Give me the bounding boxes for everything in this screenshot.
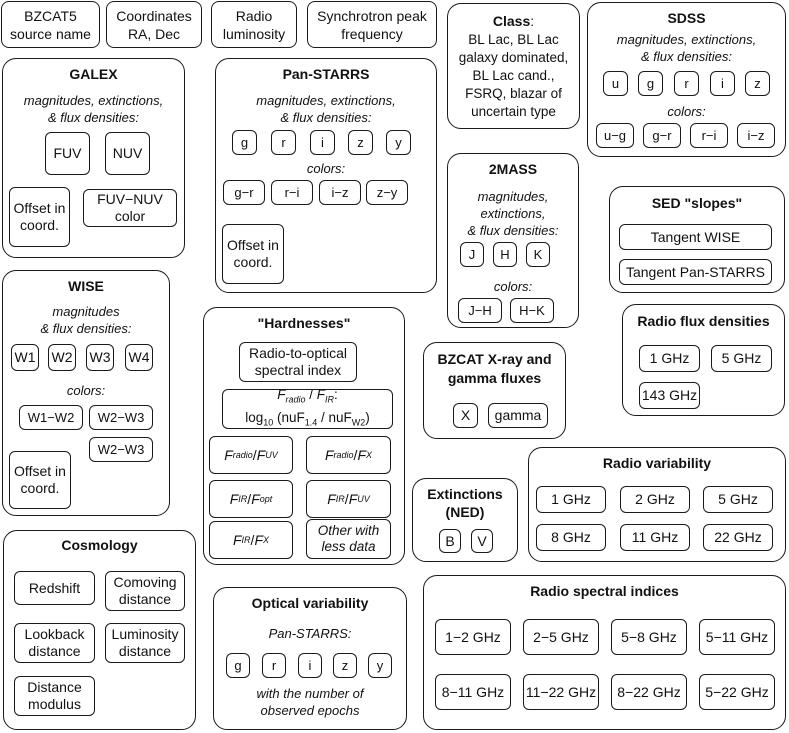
log-mid2: / nuF <box>317 410 352 425</box>
radio-spec-2-5: 2−5 GHz <box>523 619 599 655</box>
radio-luminosity-label: Radio luminosity <box>222 8 286 42</box>
panstarrs-mag-z: z <box>348 130 373 155</box>
cosmology-luminosity: Luminosity distance <box>105 623 185 663</box>
ratio-ir-uv-b-text: UV <box>357 493 370 504</box>
wise-box <box>2 270 170 516</box>
ratio-ir-uv-a-text: IR <box>335 493 345 504</box>
galex-subtitle: magnitudes, extinctions, & flux densities: <box>23 93 164 125</box>
ratio-ir-opt-slash: / <box>247 490 252 507</box>
fradio-fir-sub-radio <box>285 395 305 405</box>
panstarrs-subtitle: magnitudes, extinctions, & flux densities: <box>256 93 396 125</box>
galex-color: FUV−NUV color <box>83 189 177 227</box>
radio-var-22ghz: 22 GHz <box>703 524 773 551</box>
ratio-ir-x-a <box>242 535 251 546</box>
ratio-ir-x-f2: F <box>254 531 263 548</box>
ratio-ir-uv-a <box>336 494 345 505</box>
panstarrs-mag-i: i <box>310 130 335 155</box>
twomass-title: 2MASS <box>488 161 538 177</box>
twomass-mag-h: H <box>493 242 517 267</box>
xray-box <box>423 342 566 439</box>
class-title-line <box>448 12 579 30</box>
fradio-fir-line <box>277 386 338 409</box>
radio-spec-8-22: 8−22 GHz <box>611 674 687 710</box>
fradio-fir-sub-ir <box>325 395 334 405</box>
optvar-mag-i: i <box>298 653 322 678</box>
optvar-subtitle: Pan-STARRS: <box>268 626 352 641</box>
ratio-ir-opt-a-text: IR <box>238 493 248 504</box>
log-sub-w2: W2 <box>351 417 366 428</box>
radio-spec-title: Radio spectral indices <box>530 583 679 599</box>
cosmology-box <box>3 530 196 730</box>
radio-var-11ghz: 11 GHz <box>620 524 690 551</box>
radio-var-title: Radio variability <box>602 455 712 471</box>
panstarrs-mag-r: r <box>271 130 296 155</box>
radio-spec-1-2: 1−2 GHz <box>435 619 511 655</box>
cosmology-comoving: Comoving distance <box>105 571 185 611</box>
sdss-color-iz: i−z <box>737 123 775 148</box>
wise-colors-label: colors: <box>66 383 106 398</box>
twomass-color-hk: H−K <box>510 298 554 323</box>
wise-mag-w3: W3 <box>86 344 114 371</box>
fradio-fir-log-ratio <box>222 389 393 429</box>
ratio-radio-uv-b-text: UV <box>265 449 278 460</box>
optvar-mag-r: r <box>262 653 286 678</box>
cosmology-lookback: Lookback distance <box>14 623 95 663</box>
ratio-radio-uv-f1: F <box>224 446 233 463</box>
source-name-label: BZCAT5 source name <box>10 8 91 42</box>
synchrotron-peak-box <box>307 1 437 48</box>
ratio-ir-uv-b <box>357 494 370 505</box>
log-sub-14: 1.4 <box>304 417 318 428</box>
sdss-color-ri: r−i <box>690 123 728 148</box>
radio-flux-143ghz: 143 GHz <box>639 382 700 409</box>
fradio-fir-f2: F <box>316 387 325 403</box>
panstarrs-color-gr: g−r <box>223 180 265 205</box>
ratio-radio-x-slash: / <box>353 446 358 463</box>
optvar-mag-g: g <box>226 653 250 678</box>
cosmology-distance-modulus: Distance modulus <box>14 676 95 716</box>
radio-var-8ghz: 8 GHz <box>536 524 606 551</box>
fradio-fir-ir: IR <box>325 395 334 405</box>
panstarrs-mag-y: y <box>386 130 411 155</box>
ratio-ir-x-b-text: X <box>263 534 270 545</box>
galex-title: GALEX <box>69 66 118 82</box>
hardness-other: Other with less data <box>306 519 391 559</box>
radio-flux-5ghz: 5 GHz <box>711 345 772 372</box>
xray-x: X <box>453 403 478 428</box>
cosmology-title: Cosmology <box>61 537 138 553</box>
twomass-box <box>447 153 579 328</box>
optvar-mag-z: z <box>333 653 357 678</box>
twomass-mag-j: J <box>460 242 484 267</box>
radio-flux-1ghz: 1 GHz <box>639 345 700 372</box>
sdss-box <box>587 2 786 157</box>
wise-mag-w4: W4 <box>125 344 153 371</box>
panstarrs-offset: Offset in coord. <box>222 224 284 284</box>
radio-var-box <box>528 447 786 562</box>
wise-color-w2w3-b: W2−W3 <box>89 437 153 462</box>
cosmology-redshift: Redshift <box>14 571 95 605</box>
ratio-radio-x-b <box>366 450 372 461</box>
source-name-box <box>1 1 100 48</box>
fradio-fir-f1: F <box>277 387 286 403</box>
ratio-radio-x <box>306 436 391 474</box>
xray-gamma: gamma <box>488 403 548 428</box>
twomass-mag-k: K <box>526 242 550 267</box>
radio-luminosity-box <box>211 1 297 48</box>
ratio-radio-x-f1: F <box>324 446 334 463</box>
ratio-ir-opt-b <box>260 494 273 505</box>
log-ratio-line <box>245 409 370 432</box>
fradio-fir-radio: radio <box>285 395 306 405</box>
galex-mag-nuv: NUV <box>105 132 150 175</box>
ratio-ir-uv-f2: F <box>348 490 358 507</box>
ratio-ir-opt-b-text: opt <box>259 493 273 504</box>
ratio-radio-uv-f2: F <box>256 446 266 463</box>
twomass-colors-label: colors: <box>493 279 533 294</box>
radio-spec-5-22: 5−22 GHz <box>699 674 775 710</box>
class-title-colon: : <box>530 13 535 29</box>
ratio-ir-opt-f1: F <box>229 490 239 507</box>
galex-offset: Offset in coord. <box>9 187 70 247</box>
radio-var-5ghz: 5 GHz <box>703 486 773 513</box>
wise-color-w2w3: W2−W3 <box>89 405 153 430</box>
optvar-box <box>213 587 407 730</box>
ratio-radio-x-a <box>334 450 354 461</box>
fradio-fir-colon: : <box>334 387 338 403</box>
panstarrs-box <box>215 58 437 293</box>
class-list: BL Lac, BL Lac galaxy dominated, BL Lac cand., FSRQ, blazar of uncertain type <box>458 32 569 119</box>
sdss-colors-label: colors: <box>667 104 706 119</box>
wise-offset: Offset in coord. <box>9 451 71 509</box>
sed-tangent-wise: Tangent WISE <box>619 224 772 250</box>
sdss-mag-z: z <box>745 71 770 96</box>
panstarrs-colors-label: colors: <box>306 161 346 176</box>
ratio-ir-uv <box>306 480 391 518</box>
radio-spec-8-11: 8−11 GHz <box>435 674 511 710</box>
radio-var-1ghz: 1 GHz <box>536 486 606 513</box>
hardnesses-box <box>203 307 405 565</box>
ratio-radio-x-f2: F <box>357 446 366 463</box>
class-box <box>447 3 580 129</box>
ratio-radio-x-a-text: radio <box>333 449 354 460</box>
xray-title: BZCAT X-ray and gamma fluxes <box>437 351 552 386</box>
panstarrs-color-zy: z−y <box>366 180 408 205</box>
sdss-mag-r: r <box>674 71 699 96</box>
hardnesses-title: "Hardnesses" <box>257 315 351 331</box>
fradio-fir-slash: / <box>305 387 317 403</box>
ratio-radio-uv-a <box>233 450 253 461</box>
ratio-radio-uv-a-text: radio <box>232 449 253 460</box>
optvar-title: Optical variability <box>251 595 369 611</box>
radio-var-2ghz: 2 GHz <box>620 486 690 513</box>
ratio-ir-x <box>209 521 293 559</box>
coordinates-box <box>106 1 202 48</box>
sdss-mag-u: u <box>603 71 628 96</box>
sdss-title: SDSS <box>667 10 706 26</box>
ratio-radio-uv <box>209 436 293 474</box>
log-base: 10 <box>263 417 274 428</box>
ratio-ir-x-a-text: IR <box>241 534 251 545</box>
radio-to-optical-index: Radio-to-optical spectral index <box>239 342 357 382</box>
log-end: ) <box>365 410 370 425</box>
panstarrs-color-ri: r−i <box>271 180 313 205</box>
log-text: log <box>245 410 264 425</box>
ratio-radio-uv-slash: / <box>252 446 257 463</box>
panstarrs-title: Pan-STARRS <box>282 66 370 82</box>
ratio-ir-opt <box>209 480 293 518</box>
ratio-ir-uv-slash: / <box>344 490 349 507</box>
radio-spec-11-22: 11−22 GHz <box>523 674 599 710</box>
galex-mag-fuv: FUV <box>45 132 90 175</box>
radio-spec-box <box>423 575 786 730</box>
class-title: Class <box>492 13 531 29</box>
twomass-color-jh: J−H <box>458 298 502 323</box>
panstarrs-mag-g: g <box>232 130 257 155</box>
radio-spec-5-8: 5−8 GHz <box>611 619 687 655</box>
radio-flux-box <box>622 304 785 416</box>
galex-box <box>2 58 185 258</box>
sdss-subtitle: magnitudes, extinctions, & flux densities: <box>616 32 757 64</box>
ratio-ir-opt-a <box>238 494 247 505</box>
ratio-radio-uv-b <box>265 450 278 461</box>
ratio-ir-opt-f2: F <box>251 490 260 507</box>
ratio-ir-uv-f1: F <box>327 490 336 507</box>
ratio-radio-x-b-text: X <box>366 449 373 460</box>
wise-mag-w1: W1 <box>11 344 39 371</box>
extinctions-box <box>412 478 518 562</box>
sdss-color-gr: g−r <box>643 123 681 148</box>
panstarrs-color-iz: i−z <box>319 180 361 205</box>
log-mid1: (nuF <box>273 410 305 425</box>
sdss-color-ug: u−g <box>596 123 634 148</box>
extinctions-title: Extinctions (NED) <box>427 486 503 520</box>
sdss-mag-i: i <box>710 71 735 96</box>
sed-box <box>609 186 785 293</box>
extinction-v: V <box>471 529 493 553</box>
sed-title: SED "slopes" <box>651 195 743 211</box>
wise-color-w1w2: W1−W2 <box>19 405 83 430</box>
optvar-footer: with the number of observed epochs <box>256 686 364 718</box>
extinction-b: B <box>439 529 461 553</box>
wise-title: WISE <box>68 278 104 294</box>
ratio-ir-x-f1: F <box>232 531 242 548</box>
ratio-ir-x-slash: / <box>250 531 255 548</box>
ratio-ir-x-b <box>263 535 269 546</box>
sed-tangent-panstarrs: Tangent Pan-STARRS <box>619 259 772 285</box>
twomass-subtitle: magnitudes, extinctions, & flux densities: <box>467 189 559 238</box>
wise-mag-w2: W2 <box>48 344 76 371</box>
sdss-mag-g: g <box>638 71 663 96</box>
radio-spec-5-11: 5−11 GHz <box>699 619 775 655</box>
wise-subtitle: magnitudes & flux densities: <box>40 304 132 336</box>
radio-flux-title: Radio flux densities <box>637 313 770 329</box>
synchrotron-peak-label: Synchrotron peak frequency <box>317 8 427 42</box>
coordinates-label: Coordinates RA, Dec <box>116 8 192 42</box>
optvar-mag-y: y <box>368 653 392 678</box>
